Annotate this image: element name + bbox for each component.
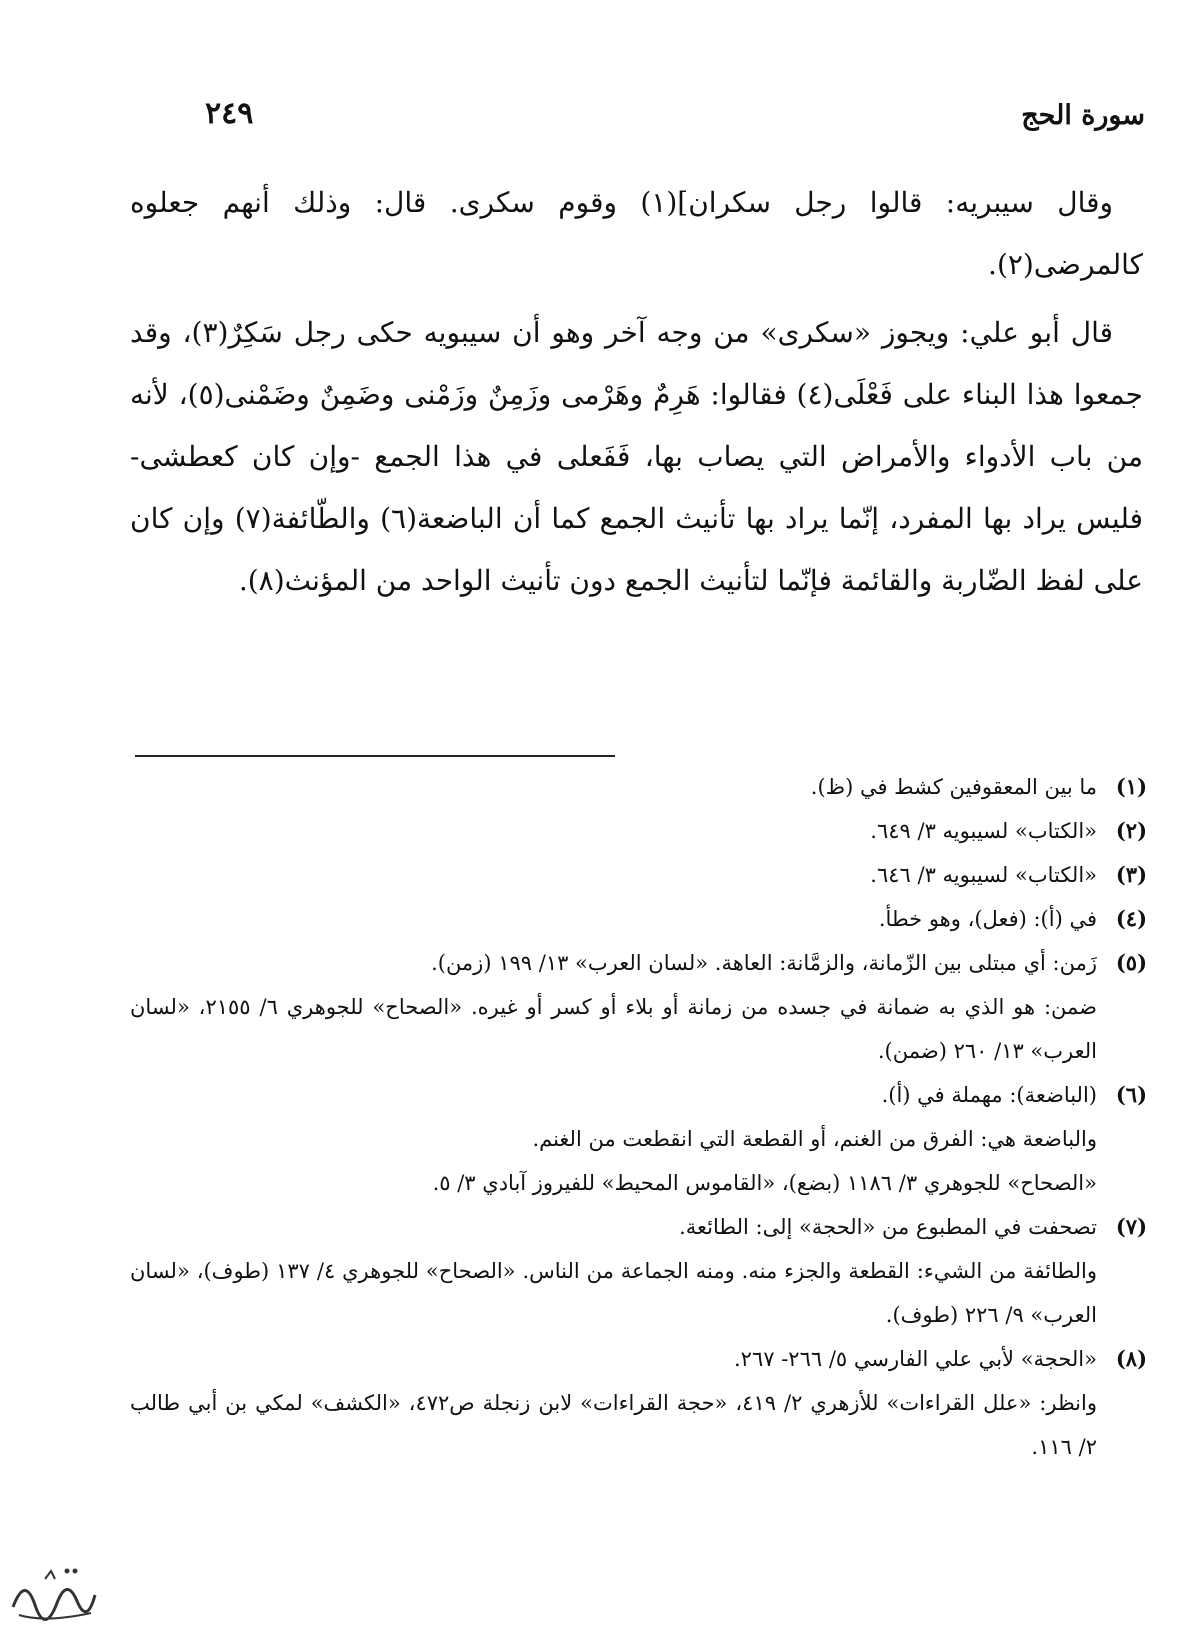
footnote-number: (٥) <box>1115 950 1147 975</box>
footnote-number: (١) <box>1115 774 1147 799</box>
page-number: ٢٤٩ <box>205 96 254 131</box>
footnote <box>130 1337 1147 1469</box>
footnote-line: والباضعة هي: الفرق من الغنم، أو القطعة التي انقطعت من الغنم. <box>532 1127 1097 1151</box>
footnote-line: وانظر: «علل القراءات» للأزهري ٢/ ٤١٩، «حجة القراءات» لابن زنجلة ص٤٧٢، «الكشف» لمكي بن أبي طالب ٢/ ١١٦. <box>130 1391 1097 1459</box>
footnote <box>130 765 1147 809</box>
footnote-line: (الباضعة): مهملة في (أ). <box>881 1083 1097 1107</box>
footnote-line: «الكتاب» لسيبويه ٣/ ٦٤٦. <box>870 863 1097 887</box>
footnote-line: «الصحاح» للجوهري ٣/ ١١٨٦ (بضع)، «القاموس المحيط» للفيروز آبادي ٣/ ٥. <box>432 1171 1097 1195</box>
footnote-number: (٤) <box>1115 906 1147 931</box>
footnote-number: (٣) <box>1115 862 1147 887</box>
footnote <box>130 1073 1147 1205</box>
footnote-line: ضمن: هو الذي به ضمانة في جسده من زمانة أو بلاء أو كسر أو غيره. «الصحاح» للجوهري ٦/ ٢١٥٥، «لسان العرب» ١٣/ ٢٦٠ (ضمن). <box>130 995 1097 1063</box>
footnote <box>130 809 1147 853</box>
footnote-line: في (أ): (فعل)، وهو خطأ. <box>878 907 1097 931</box>
main-paragraph: قال أبو علي: ويجوز «سكرى» من وجه آخر وهو أن سيبويه حكى رجل سَكِرٌ(٣)، وقد جمعوا هذا البناء على فَعْلَى(٤) فقالوا: هَرِمٌ وهَرْمى وزَمِنٌ وزَمْنى وضَمِنٌ وضَمْنى(٥)، لأنه من باب الأدواء والأمراض التي يصاب بها، فَفَعلى في هذا الجمع -وإن كان كعطشى- فليس يراد بها المفرد، إنّما يراد بها تأنيث الجمع كما أن الباضعة(٦) والطّائفة(٧) وإن كان على لفظ الضّاربة والقائمة فإنّما لتأنيث الجمع دون تأنيث الواحد من المؤنث(٨). <box>130 316 1143 597</box>
footnote <box>130 1205 1147 1337</box>
footnote-line: «الكتاب» لسيبويه ٣/ ٦٤٩. <box>870 819 1097 843</box>
footnote-line: والطائفة من الشيء: القطعة والجزء منه. ومنه الجماعة من الناس. «الصحاح» للجوهري ٤/ ١٣٧ (طوف)، «لسان العرب» ٩/ ٢٢٦ (طوف). <box>130 1259 1097 1327</box>
footnote-line: زَمن: أي مبتلى بين الزّمانة، والزمَّانة: العاهة. «لسان العرب» ١٣/ ١٩٩ (زمن). <box>431 951 1097 975</box>
footnote-number: (٧) <box>1115 1214 1147 1239</box>
footnote <box>130 897 1147 941</box>
footnote-line: تصحفت في المطبوع من «الحجة» إلى: الطائعة. <box>679 1215 1097 1239</box>
main-paragraph: وقال سيبريه: قالوا رجل سكران](١) وقوم سكرى. قال: وذلك أنهم جعلوه كالمرضى(٢). <box>130 186 1143 281</box>
surah-title: سورة الحج <box>1021 100 1145 131</box>
footnote-divider <box>135 755 615 757</box>
footnotes <box>130 765 1147 1469</box>
footnote <box>130 941 1147 1073</box>
main-text <box>130 172 1143 618</box>
footnote-line: «الحجة» لأبي علي الفارسي ٥/ ٢٦٦- ٢٦٧. <box>733 1347 1097 1371</box>
footnote-line: ما بين المعقوفين كشط في (ظ). <box>810 775 1097 799</box>
footnote <box>130 853 1147 897</box>
footnote-number: (٢) <box>1115 818 1147 843</box>
footnote-number: (٦) <box>1115 1082 1147 1107</box>
footnote-number: (٨) <box>1115 1346 1147 1371</box>
library-stamp-icon <box>5 1555 100 1630</box>
